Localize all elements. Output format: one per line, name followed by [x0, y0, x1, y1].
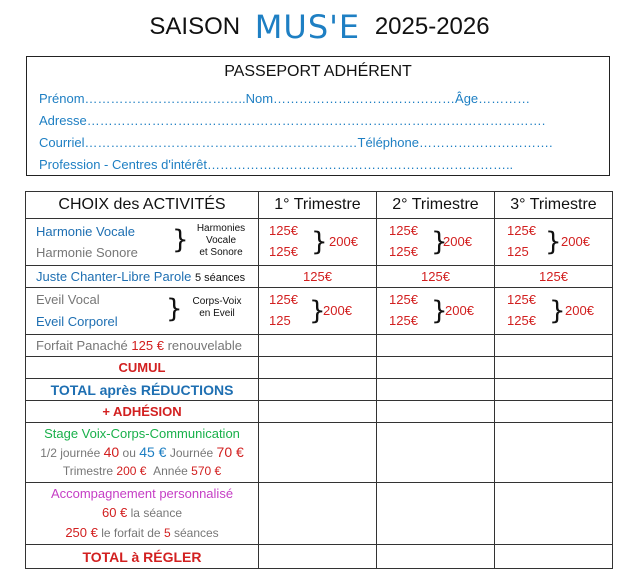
header-t1: 1° Trimestre — [259, 192, 377, 219]
harmonie-note-line1: Harmonies — [196, 223, 246, 234]
brace-icon: } — [431, 296, 448, 326]
price-total: 200€ — [329, 234, 358, 249]
brace-icon: } — [431, 227, 448, 257]
juste-t3[interactable]: 125€ — [495, 266, 613, 288]
forfait-label: Forfait Panaché — [36, 338, 128, 353]
brace-icon: } — [166, 294, 183, 324]
brace-icon: } — [545, 227, 562, 257]
price-a: 125€ — [389, 292, 418, 307]
eveil-t3-cell[interactable] — [495, 288, 613, 335]
accomp-package-label: le forfait de — [101, 526, 161, 540]
stage-day-price: 70 € — [216, 444, 244, 460]
table-row-eveil — [26, 288, 613, 335]
juste-sessions: 5 séances — [194, 272, 246, 284]
adhesion-t1[interactable] — [259, 401, 377, 423]
harmonie-activity-cell — [26, 219, 259, 266]
juste-activity-cell[interactable] — [26, 266, 259, 288]
adhesion-label: + ADHÉSION — [26, 401, 259, 423]
header-t2: 2° Trimestre — [377, 192, 495, 219]
table-row-harmonie — [26, 219, 613, 266]
table-row-cumul — [26, 357, 613, 379]
total-regler-t3[interactable] — [495, 545, 613, 569]
forfait-t1[interactable] — [259, 335, 377, 357]
stage-cell[interactable] — [26, 423, 259, 483]
page-title — [0, 8, 639, 46]
brace-icon: } — [549, 296, 566, 326]
harmonie-t1-cell[interactable] — [259, 219, 377, 266]
accomp-package-count: 5 — [163, 526, 171, 540]
eveil-vocal-label[interactable]: Eveil Vocal — [36, 292, 100, 307]
price-total: 200€ — [445, 303, 474, 318]
harmonie-vocale-label[interactable]: Harmonie Vocale — [36, 224, 135, 239]
price-b: 125 — [269, 313, 291, 328]
eveil-t1-cell[interactable] — [259, 288, 377, 335]
price-b: 125€ — [389, 313, 418, 328]
stage-half-day-label: 1/2 journée — [40, 446, 101, 460]
harmonie-note-line3: et Sonore — [199, 247, 243, 258]
eveil-t2-cell[interactable] — [377, 288, 495, 335]
harmonie-note-line2: Vocale — [205, 235, 237, 246]
total-regler-t2[interactable] — [377, 545, 495, 569]
total-regler-label: TOTAL à RÉGLER — [26, 545, 259, 569]
accomp-session-price: 60 € — [101, 505, 128, 520]
cumul-t2[interactable] — [377, 357, 495, 379]
stage-half-day-price1: 40 — [103, 444, 120, 460]
passport-heading: PASSEPORT ADHÉRENT — [224, 63, 412, 80]
price-b: 125€ — [269, 244, 298, 259]
price-b: 125€ — [507, 313, 536, 328]
table-header-row — [26, 192, 613, 219]
accomp-cell[interactable] — [26, 483, 259, 545]
stage-half-day-price2: 45 € — [139, 444, 167, 460]
harmonie-t2-cell[interactable] — [377, 219, 495, 266]
forfait-price: 125 € — [131, 338, 164, 353]
eveil-note-line2: en Eveil — [199, 308, 235, 319]
brand-logo: MUS'E — [254, 8, 361, 46]
title-prefix: SAISON — [149, 13, 241, 40]
juste-label: Juste Chanter-Libre Parole — [36, 269, 192, 284]
forfait-t2[interactable] — [377, 335, 495, 357]
address-field[interactable]: Adresse……………………………………………………………………………………………. — [39, 113, 546, 128]
brace-icon: } — [311, 227, 328, 257]
activities-table — [25, 191, 613, 569]
name-age-field[interactable]: Prénom……………………...………..Nom……………………………………Âge………… — [39, 91, 531, 106]
brace-icon: } — [172, 225, 189, 255]
eveil-note-line1: Corps-Voix — [192, 296, 242, 307]
table-row-adhesion — [26, 401, 613, 423]
juste-t2[interactable]: 125€ — [377, 266, 495, 288]
table-row-accompagnement — [26, 483, 613, 545]
accomp-t1[interactable] — [259, 483, 377, 545]
stage-term-label: Trimestre — [62, 464, 114, 478]
price-total: 200€ — [323, 303, 352, 318]
total-regler-t1[interactable] — [259, 545, 377, 569]
forfait-cell[interactable] — [26, 335, 259, 357]
harmonie-sonore-label[interactable]: Harmonie Sonore — [36, 245, 138, 260]
cumul-t3[interactable] — [495, 357, 613, 379]
accomp-session-label: la séance — [130, 506, 183, 520]
price-a: 125€ — [507, 292, 536, 307]
accomp-package-price: 250 € — [65, 525, 98, 540]
header-t3: 3° Trimestre — [495, 192, 613, 219]
accomp-t3[interactable] — [495, 483, 613, 545]
stage-t1[interactable] — [259, 423, 377, 483]
accomp-package-suffix: séances — [173, 526, 219, 540]
passport-form — [26, 56, 610, 176]
total-reductions-t1[interactable] — [259, 379, 377, 401]
price-a: 125€ — [389, 223, 418, 238]
stage-t3[interactable] — [495, 423, 613, 483]
juste-t1[interactable]: 125€ — [259, 266, 377, 288]
total-reductions-label: TOTAL après RÉDUCTIONS — [26, 379, 259, 401]
eveil-activity-cell — [26, 288, 259, 335]
table-row-stage — [26, 423, 613, 483]
price-a: 125€ — [269, 292, 298, 307]
price-a: 125€ — [269, 223, 298, 238]
price-total: 200€ — [565, 303, 594, 318]
stage-or: ou — [122, 446, 136, 460]
price-b: 125 — [507, 244, 529, 259]
total-reductions-t3[interactable] — [495, 379, 613, 401]
forfait-suffix: renouvelable — [167, 338, 243, 353]
stage-t2[interactable] — [377, 423, 495, 483]
forfait-t3[interactable] — [495, 335, 613, 357]
harmonie-t3-cell[interactable] — [495, 219, 613, 266]
accomp-title: Accompagnement personnalisé — [50, 486, 234, 501]
cumul-t1[interactable] — [259, 357, 377, 379]
price-a: 125€ — [507, 223, 536, 238]
stage-day-label: Journée — [169, 446, 214, 460]
stage-title: Stage Voix-Corps-Communication — [44, 426, 240, 441]
cumul-label: CUMUL — [26, 357, 259, 379]
stage-year-price: 570 € — [191, 464, 222, 478]
eveil-corporel-label[interactable]: Eveil Corporel — [36, 314, 118, 329]
adhesion-t3[interactable] — [495, 401, 613, 423]
accomp-t2[interactable] — [377, 483, 495, 545]
stage-year-label: Année — [153, 464, 188, 478]
table-row-total-regler — [26, 545, 613, 569]
profession-field[interactable]: Profession - Centres d'intérêt…………………………………………………………….. — [39, 157, 514, 172]
price-total: 200€ — [443, 234, 472, 249]
brace-icon: } — [309, 296, 326, 326]
price-b: 125€ — [389, 244, 418, 259]
adhesion-t2[interactable] — [377, 401, 495, 423]
total-reductions-t2[interactable] — [377, 379, 495, 401]
table-row-juste-chanter — [26, 266, 613, 288]
price-total: 200€ — [561, 234, 590, 249]
email-phone-field[interactable]: Courriel………………………………………………………Téléphone…………………………. — [39, 135, 553, 150]
table-row-total-reductions — [26, 379, 613, 401]
header-activities: CHOIX des ACTIVITÉS — [26, 192, 259, 219]
title-season: 2025-2026 — [374, 13, 490, 40]
table-row-forfait — [26, 335, 613, 357]
stage-term-price: 200 € — [116, 464, 147, 478]
